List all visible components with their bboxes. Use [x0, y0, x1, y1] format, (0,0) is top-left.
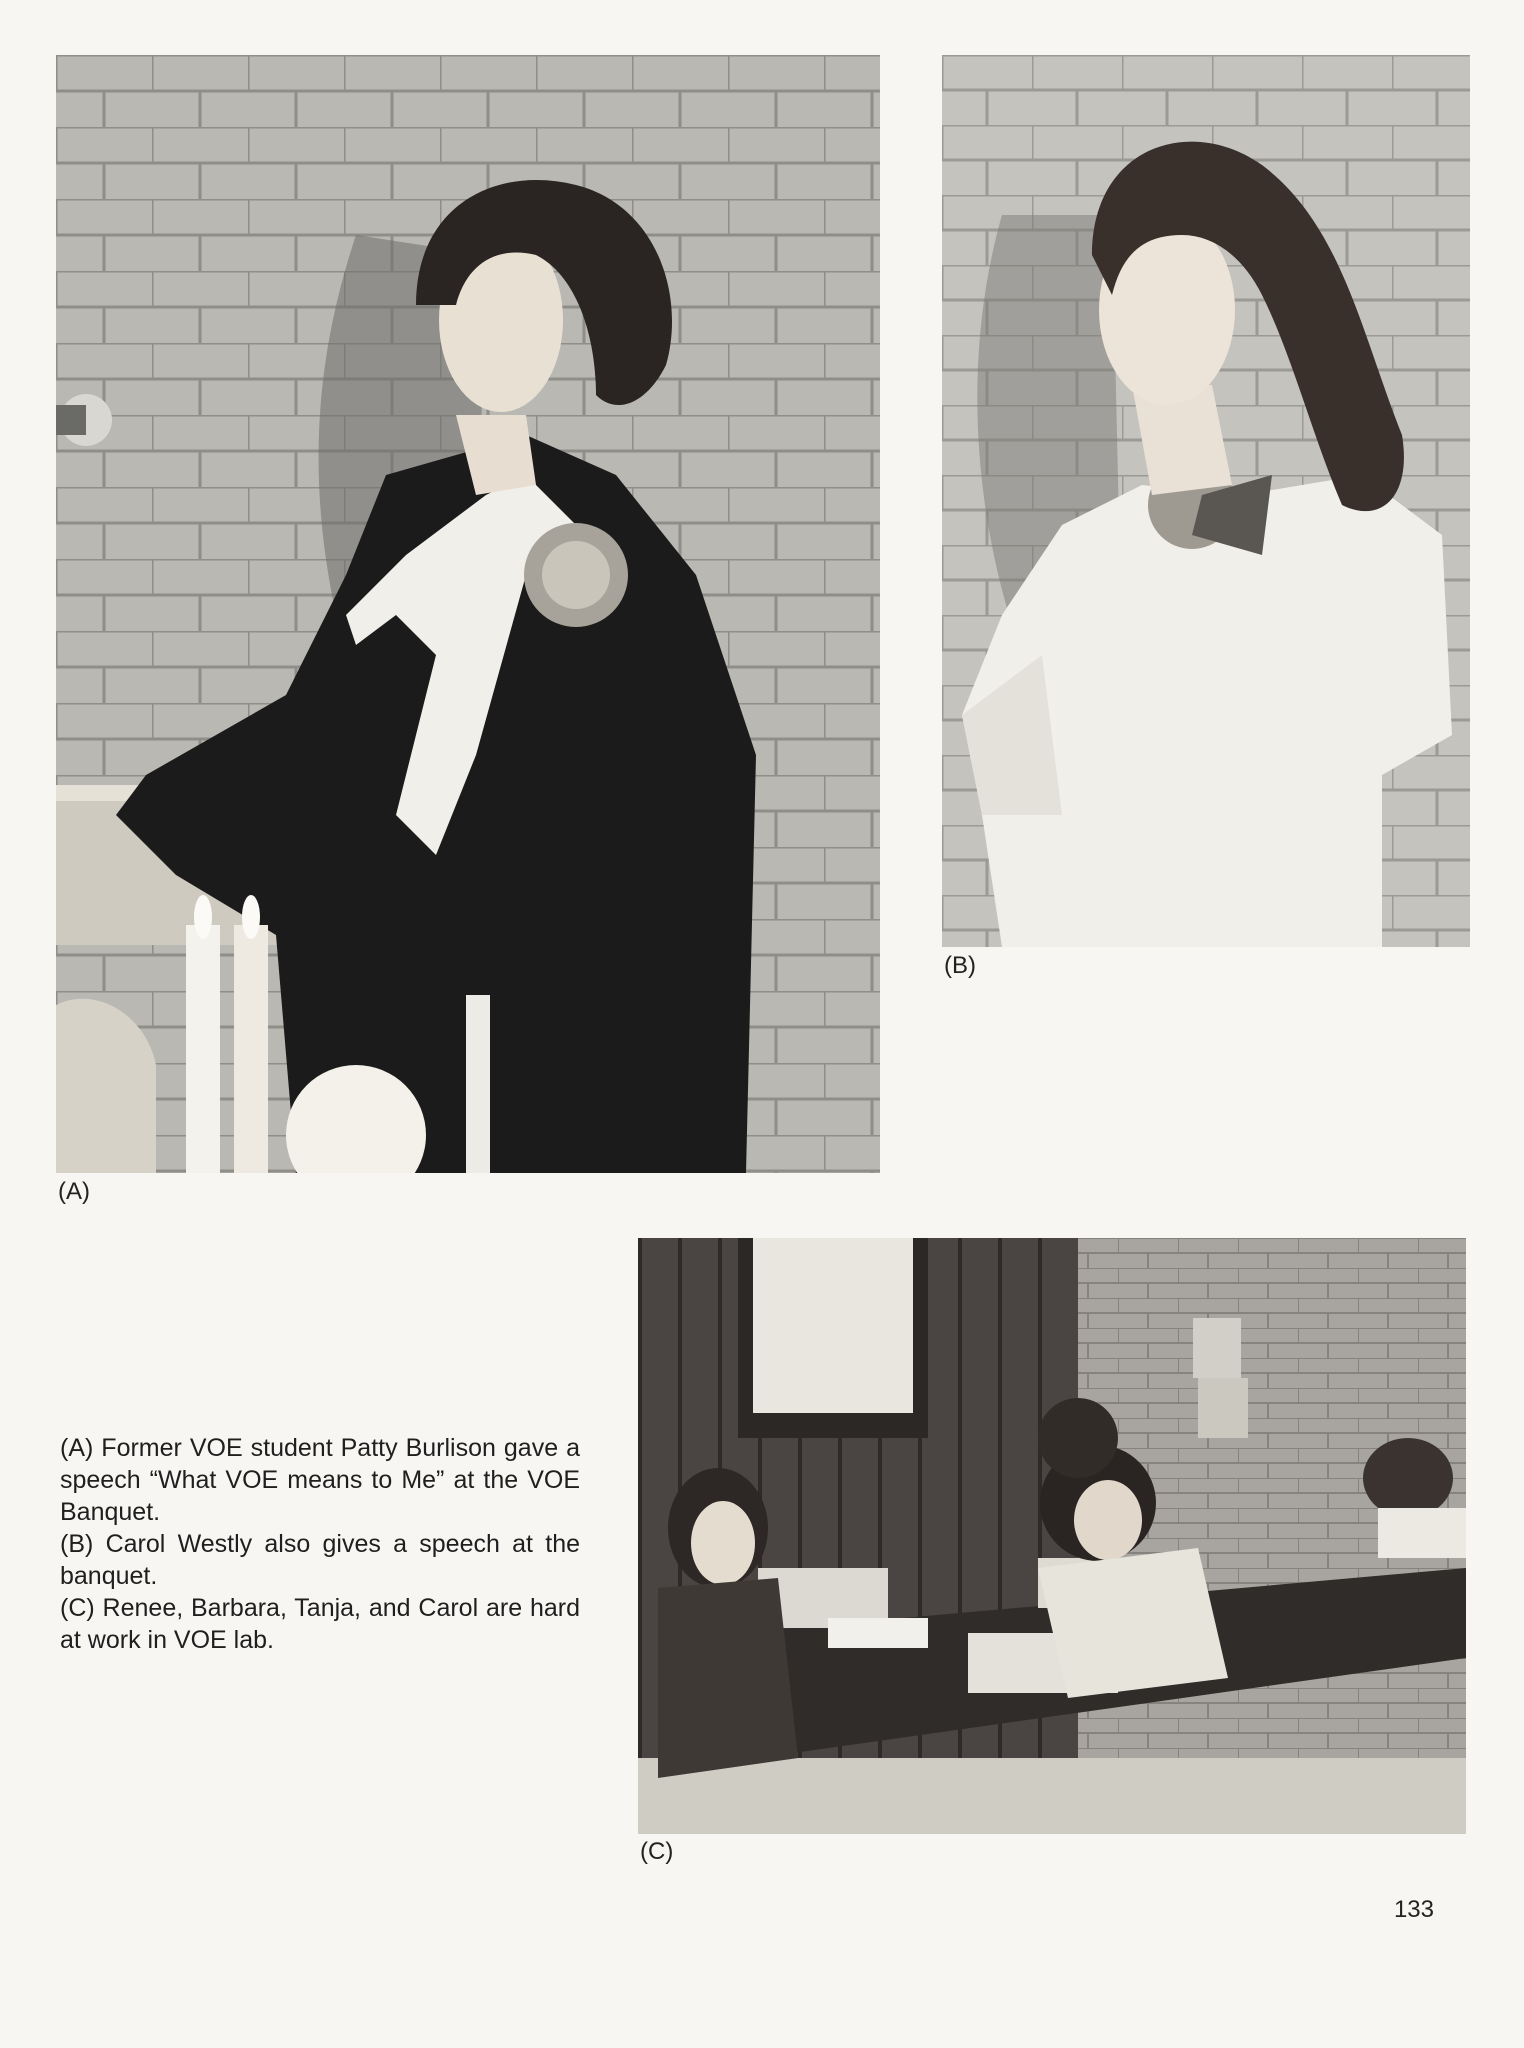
page-number: 133 [1393, 1896, 1434, 1923]
photo-a-label: (A) [58, 1178, 90, 1205]
caption-b: (B) Carol Westly also gives a speech at the banquet. [60, 1530, 580, 1590]
caption-block [60, 1432, 580, 1656]
photo-c-image [638, 1238, 1466, 1834]
caption-c: (C) Renee, Barbara, Tanja, and Carol are hard at work in VOE lab. [60, 1594, 580, 1654]
caption-a: (A) Former VOE student Patty Burlison gave a speech “What VOE means to Me” at the VOE Banquet. [60, 1434, 580, 1526]
photo-c [638, 1238, 1466, 1834]
photo-a-image [56, 55, 880, 1173]
photo-c-label: (C) [640, 1838, 674, 1865]
photo-a [56, 55, 880, 1173]
photo-b-label: (B) [944, 952, 976, 979]
photo-b [942, 55, 1470, 947]
photo-b-image [942, 55, 1470, 947]
